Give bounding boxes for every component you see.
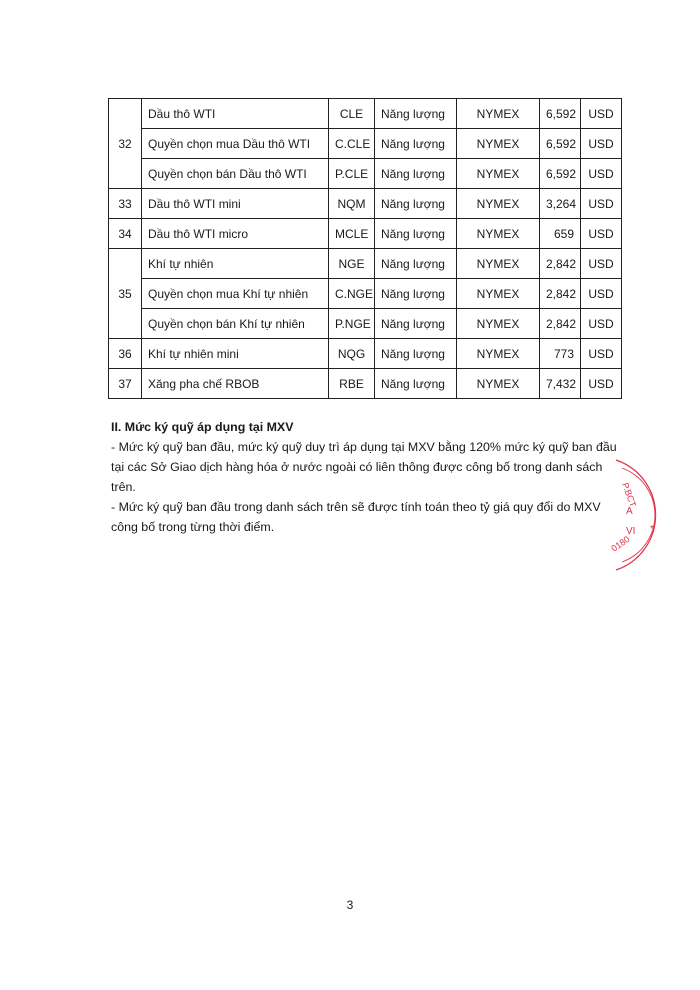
product-code-cell: C.CLE [329,129,375,159]
currency-cell: USD [581,189,622,219]
exchange-cell: NYMEX [457,129,540,159]
table-row [109,339,622,369]
table-row [109,129,622,159]
product-group-cell: Năng lượng [375,159,457,189]
product-group-cell: Năng lượng [375,219,457,249]
currency-cell: USD [581,339,622,369]
product-code-cell: RBE [329,369,375,399]
exchange-cell: NYMEX [457,339,540,369]
product-group-cell: Năng lượng [375,249,457,279]
margin-value-cell: 2,842 [540,249,581,279]
table-row [109,159,622,189]
product-name-cell: Xăng pha chế RBOB [142,369,329,399]
margin-value-cell: 773 [540,339,581,369]
margin-table [108,98,622,399]
table-row [109,279,622,309]
currency-cell: USD [581,129,622,159]
product-group-cell: Năng lượng [375,189,457,219]
table-row [109,309,622,339]
section-ii [111,417,626,537]
table-row [109,99,622,129]
stamp-text-a: A [626,506,633,517]
product-name-cell: Khí tự nhiên [142,249,329,279]
product-code-cell: MCLE [329,219,375,249]
product-group-cell: Năng lượng [375,99,457,129]
product-group-cell: Năng lượng [375,369,457,399]
exchange-cell: NYMEX [457,369,540,399]
row-number-cell: 32 [109,99,142,189]
product-name-cell: Khí tự nhiên mini [142,339,329,369]
red-stamp-seal [596,452,666,572]
stamp-text-vi: VI [626,526,636,537]
product-name-cell: Quyền chọn bán Dầu thô WTI [142,159,329,189]
exchange-cell: NYMEX [457,159,540,189]
product-code-cell: NGE [329,249,375,279]
margin-value-cell: 7,432 [540,369,581,399]
product-group-cell: Năng lượng [375,339,457,369]
section-title: II. Mức ký quỹ áp dụng tại MXV [111,420,294,434]
currency-cell: USD [581,369,622,399]
product-name-cell: Dầu thô WTI mini [142,189,329,219]
currency-cell: USD [581,279,622,309]
exchange-cell: NYMEX [457,309,540,339]
stamp-text-bottom: 0180 [609,533,632,554]
table-row [109,189,622,219]
currency-cell: USD [581,249,622,279]
product-code-cell: NQG [329,339,375,369]
currency-cell: USD [581,159,622,189]
row-number-cell: 36 [109,339,142,369]
product-group-cell: Năng lượng [375,129,457,159]
paragraph-exchange-rate: - Mức ký quỹ ban đầu trong danh sách trên sẽ được tính toán theo tỷ giá quy đổi do MXV công bố trong từng thời điểm. [111,500,601,534]
row-number-cell: 35 [109,249,142,339]
product-code-cell: P.CLE [329,159,375,189]
currency-cell: USD [581,219,622,249]
paragraph-initial-margin: - Mức ký quỹ ban đầu, mức ký quỹ duy trì áp dụng tại MXV bằng 120% mức ký quỹ ban đầu tại các Sở Giao dịch hàng hóa ở nước ngoài có liên thông được công bố trong danh sách trên. [111,440,617,494]
table-row [109,369,622,399]
table-row [109,219,622,249]
margin-table-body [109,99,622,399]
exchange-cell: NYMEX [457,99,540,129]
product-code-cell: CLE [329,99,375,129]
product-group-cell: Năng lượng [375,279,457,309]
row-number-cell: 34 [109,219,142,249]
exchange-cell: NYMEX [457,189,540,219]
exchange-cell: NYMEX [457,279,540,309]
product-code-cell: P.NGE [329,309,375,339]
currency-cell: USD [581,99,622,129]
page-number: 3 [346,898,354,912]
margin-value-cell: 2,842 [540,309,581,339]
product-code-cell: NQM [329,189,375,219]
product-code-cell: C.NGE [329,279,375,309]
product-name-cell: Dầu thô WTI [142,99,329,129]
table-row [109,249,622,279]
stamp-star: * [650,524,654,535]
product-group-cell: Năng lượng [375,309,457,339]
product-name-cell: Quyền chọn mua Dầu thô WTI [142,129,329,159]
stamp-text-top: P.BCT [620,481,639,509]
row-number-cell: 37 [109,369,142,399]
margin-value-cell: 3,264 [540,189,581,219]
margin-value-cell: 659 [540,219,581,249]
currency-cell: USD [581,309,622,339]
margin-value-cell: 6,592 [540,129,581,159]
margin-value-cell: 6,592 [540,159,581,189]
product-name-cell: Quyền chọn bán Khí tự nhiên [142,309,329,339]
row-number-cell: 33 [109,189,142,219]
margin-value-cell: 6,592 [540,99,581,129]
product-name-cell: Dầu thô WTI micro [142,219,329,249]
exchange-cell: NYMEX [457,249,540,279]
margin-value-cell: 2,842 [540,279,581,309]
exchange-cell: NYMEX [457,219,540,249]
product-name-cell: Quyền chọn mua Khí tự nhiên [142,279,329,309]
